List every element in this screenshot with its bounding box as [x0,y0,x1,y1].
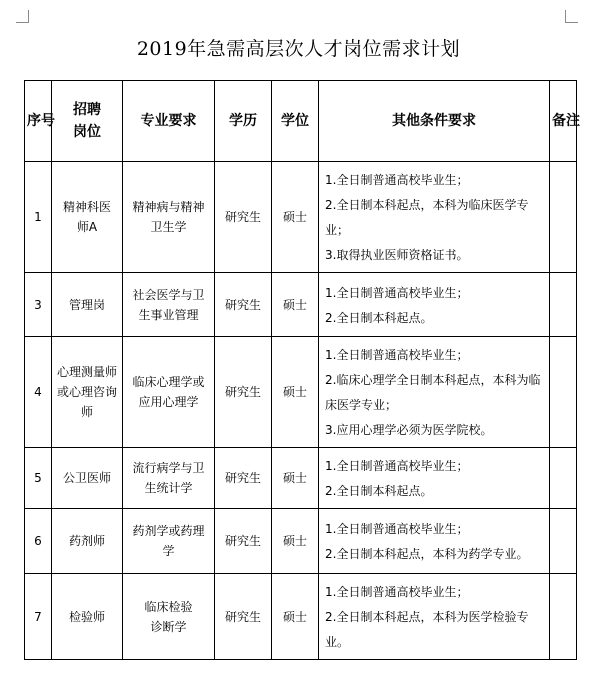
cell-seq: 5 [25,448,52,509]
header-edu: 学历 [215,81,272,162]
page-corner-mark-left [16,10,29,23]
cell-conditions [319,337,550,448]
cell-seq: 4 [25,337,52,448]
table-row [25,337,577,448]
cell-edu: 研究生 [215,273,272,337]
condition-line: 3.应用心理学必须为医学院校。 [325,423,493,437]
cell-post: 公卫医师 [52,448,123,509]
condition-line: 1.全日制普通高校毕业生； [325,173,469,187]
cell-degree: 硕士 [272,273,319,337]
condition-line: 2.全日制本科起点。 [325,310,433,325]
table-row [25,509,577,574]
condition-line: 3.取得执业医师资格证书。 [325,248,469,262]
cell-conditions [319,574,550,660]
cell-major: 社会医学与卫生事业管理 [123,273,215,337]
cell-edu: 研究生 [215,162,272,273]
cell-conditions [319,448,550,509]
cell-degree: 硕士 [272,509,319,574]
cell-degree: 硕士 [272,448,319,509]
page-corner-mark-right [565,10,578,23]
cell-seq: 1 [25,162,52,273]
cell-note [550,273,577,337]
cell-major: 临床心理学或应用心理学 [123,337,215,448]
cell-post: 精神科医师A [52,162,123,273]
table-row [25,448,577,509]
condition-line: 2.全日制本科起点，本科为药学专业。 [325,547,529,561]
recruitment-table [24,80,580,660]
cell-edu: 研究生 [215,337,272,448]
cell-edu: 研究生 [215,574,272,660]
cell-major: 流行病学与卫生统计学 [123,448,215,509]
condition-line: 2.临床心理学全日制本科起点，本科为临床医学专业； [325,373,541,412]
condition-line: 2.全日制本科起点，本科为临床医学专业； [325,198,529,237]
cell-post: 检验师 [52,574,123,660]
condition-line: 2.全日制本科起点，本科为医学检验专业。 [325,610,529,649]
cell-edu: 研究生 [215,448,272,509]
cell-post: 药剂师 [52,509,123,574]
cell-degree: 硕士 [272,337,319,448]
header-note: 备注 [550,81,577,162]
cell-post: 心理测量师或心理咨询师 [52,337,123,448]
condition-line: 1.全日制普通高校毕业生； [325,459,469,473]
cell-note [550,574,577,660]
cell-seq: 7 [25,574,52,660]
cell-conditions [319,509,550,574]
document-title: 2019年急需高层次人才岗位需求计划 [136,38,461,60]
cell-note [550,162,577,273]
cell-note [550,509,577,574]
condition-line: 1.全日制普通高校毕业生； [325,585,469,599]
cell-major: 药剂学或药理学 [123,509,215,574]
header-post: 招聘岗位 [52,81,123,162]
table-header-row [25,81,577,162]
cell-conditions [319,162,550,273]
cell-major: 精神病与精神卫生学 [123,162,215,273]
condition-line: 2.全日制本科起点。 [325,484,433,498]
condition-line: 1.全日制普通高校毕业生； [325,285,469,300]
condition-line: 1.全日制普通高校毕业生； [325,522,469,536]
header-degree: 学位 [272,81,319,162]
header-other: 其他条件要求 [319,81,550,162]
table-row [25,162,577,273]
cell-major: 临床检验诊断学 [123,574,215,660]
table-row [25,574,577,660]
condition-line: 1.全日制普通高校毕业生； [325,348,469,362]
table-row [25,273,577,337]
cell-edu: 研究生 [215,509,272,574]
cell-degree: 硕士 [272,574,319,660]
cell-post: 管理岗 [52,273,123,337]
cell-note [550,448,577,509]
cell-conditions [319,273,550,337]
cell-note [550,337,577,448]
cell-degree: 硕士 [272,162,319,273]
cell-seq: 3 [25,273,52,337]
cell-seq: 6 [25,509,52,574]
header-seq: 序号 [25,81,52,162]
header-major: 专业要求 [123,81,215,162]
